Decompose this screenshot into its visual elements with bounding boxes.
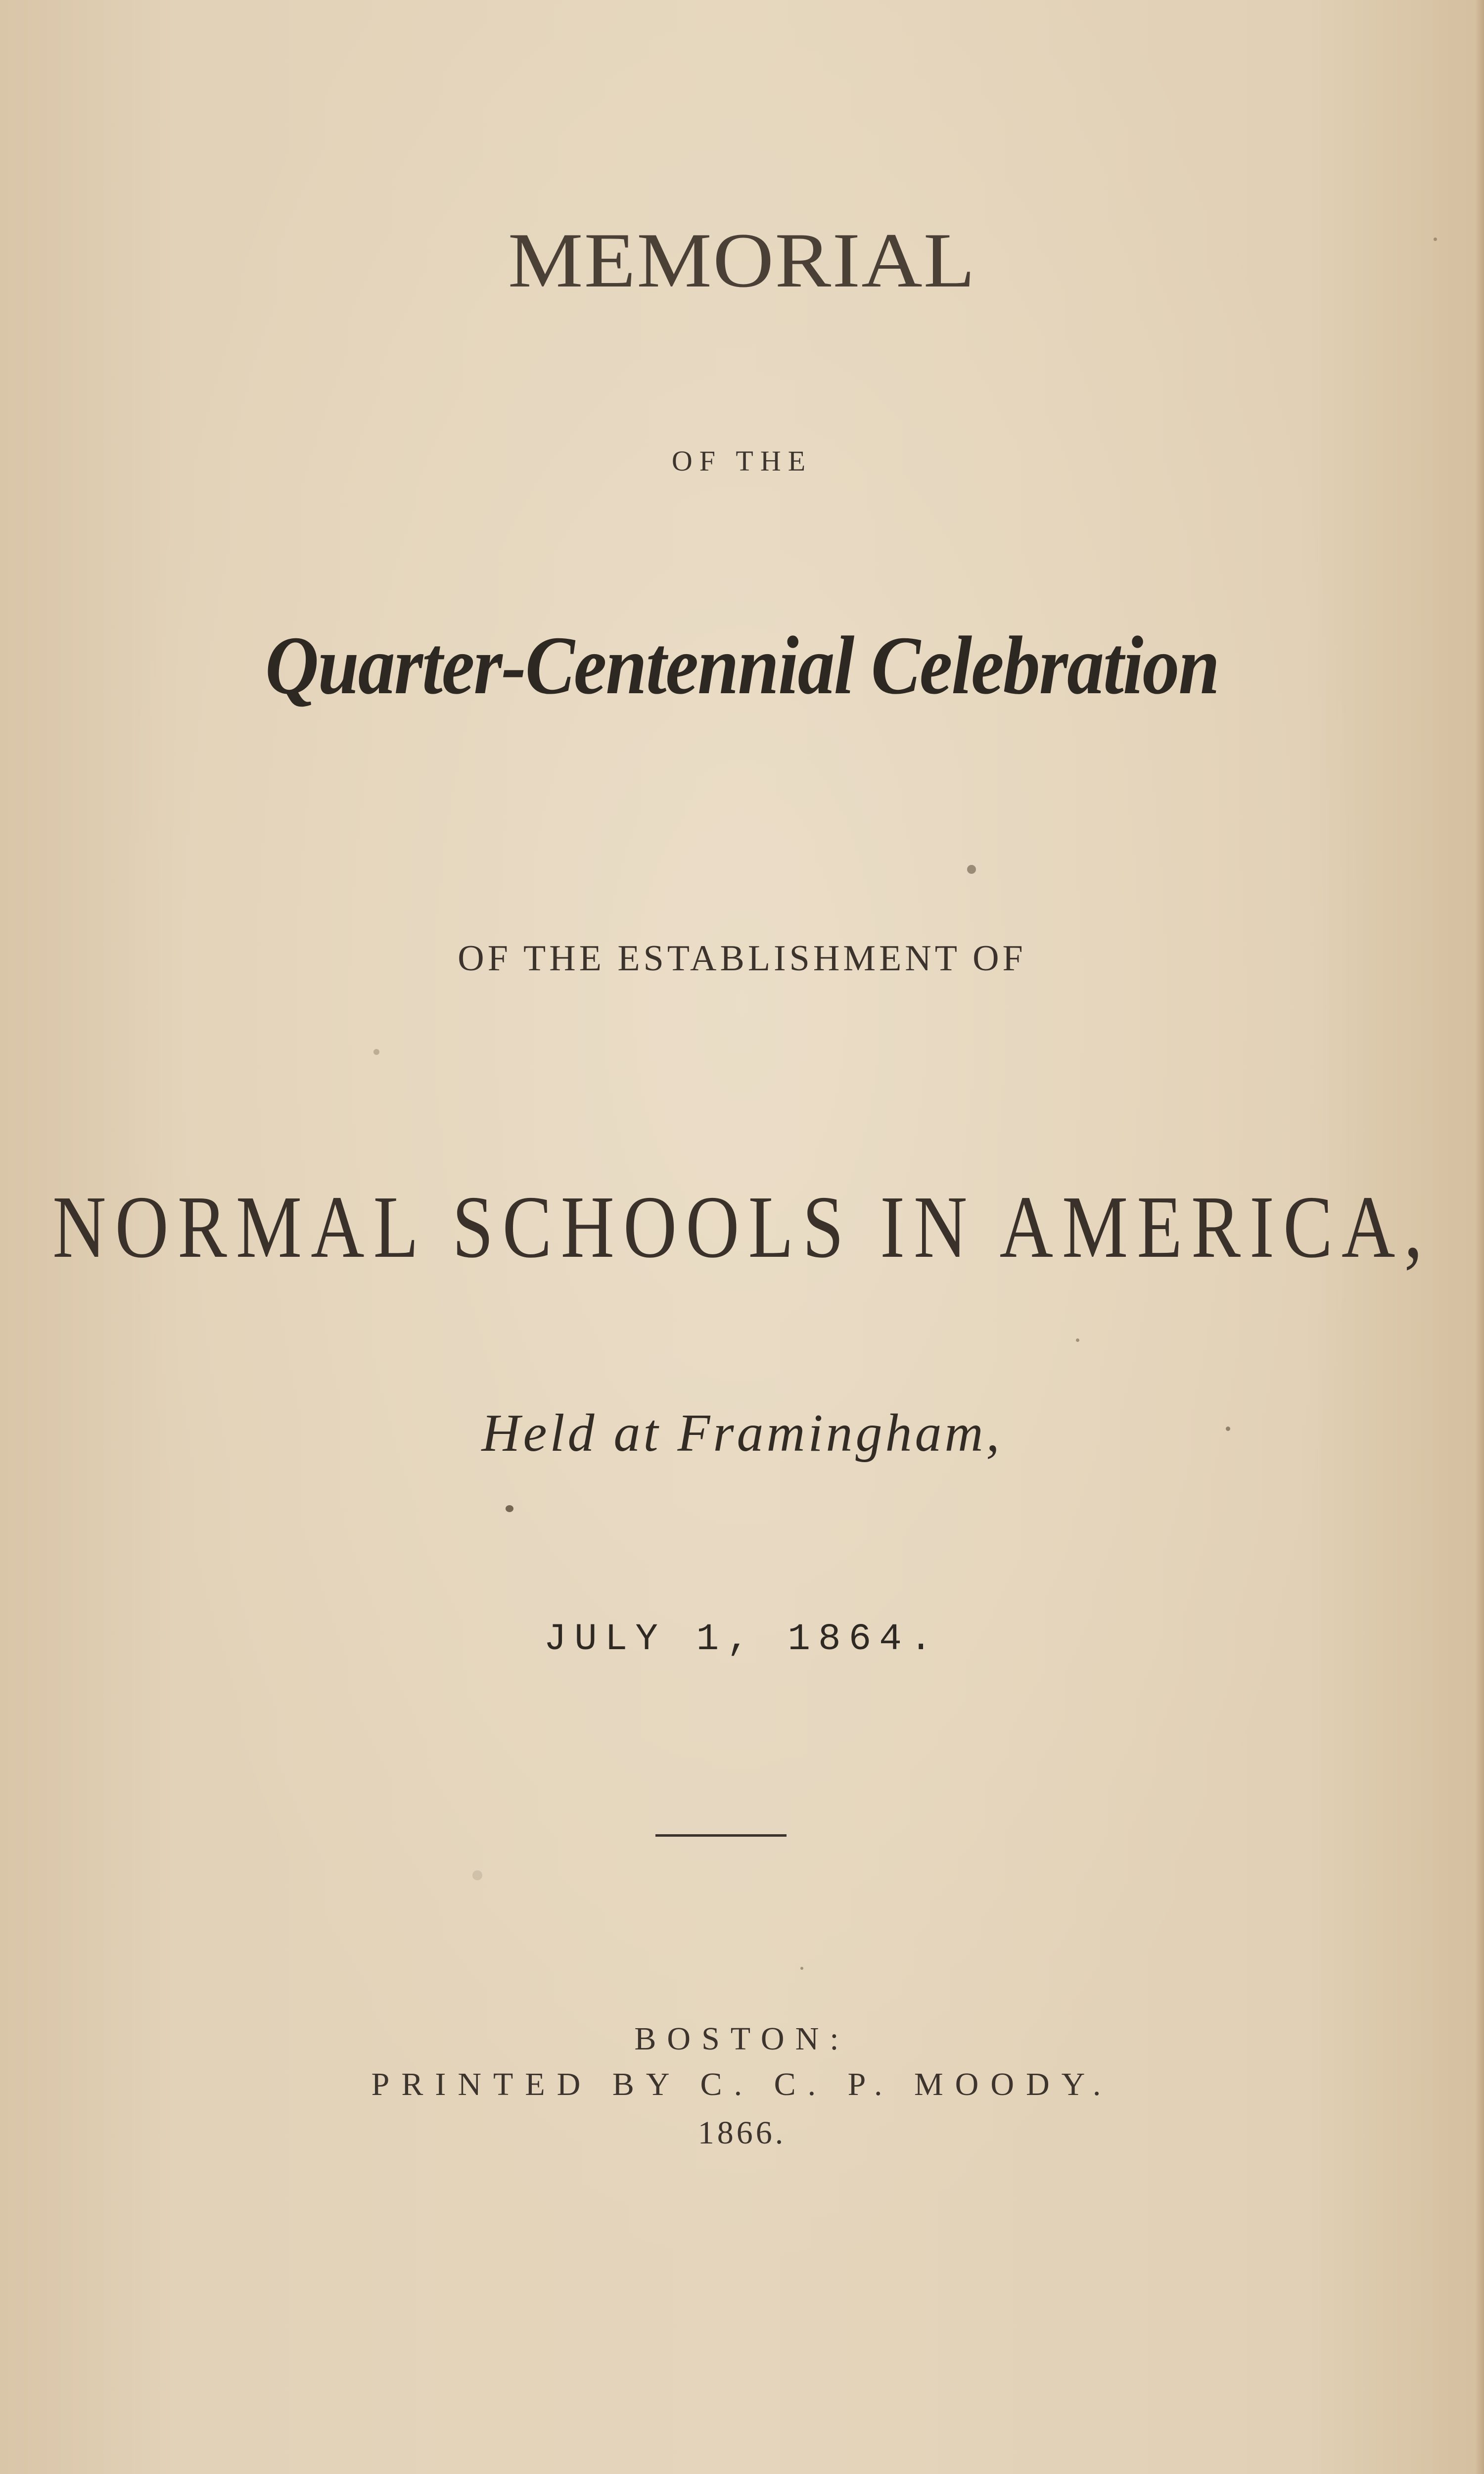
divider-rule <box>655 1834 787 1837</box>
paper-speck <box>1434 238 1437 241</box>
imprint-year: 1866. <box>697 2115 787 2151</box>
imprint-printer: PRINTED BY C. C. P. MOODY. <box>371 2066 1113 2102</box>
paper-speck <box>506 1505 513 1512</box>
paper-speck <box>472 1870 482 1880</box>
location-line: Held at Framingham, <box>481 1404 1003 1463</box>
celebration-line: Quarter-Centennial Celebration <box>265 619 1219 712</box>
establishment-line: OF THE ESTABLISHMENT OF <box>458 938 1026 979</box>
paper-speck <box>800 1967 803 1970</box>
subject-line: NORMAL SCHOOLS IN AMERICA, <box>52 1178 1432 1277</box>
of-the-line: OF THE <box>671 445 813 477</box>
paper-speck <box>1226 1427 1230 1431</box>
book-title: MEMORIAL <box>508 217 976 304</box>
imprint-city: BOSTON: <box>634 2021 850 2057</box>
paper-speck <box>373 1049 379 1055</box>
paper-speck <box>1076 1338 1079 1342</box>
paper-speck <box>967 865 976 874</box>
event-date: JULY 1, 1864. <box>544 1618 940 1661</box>
